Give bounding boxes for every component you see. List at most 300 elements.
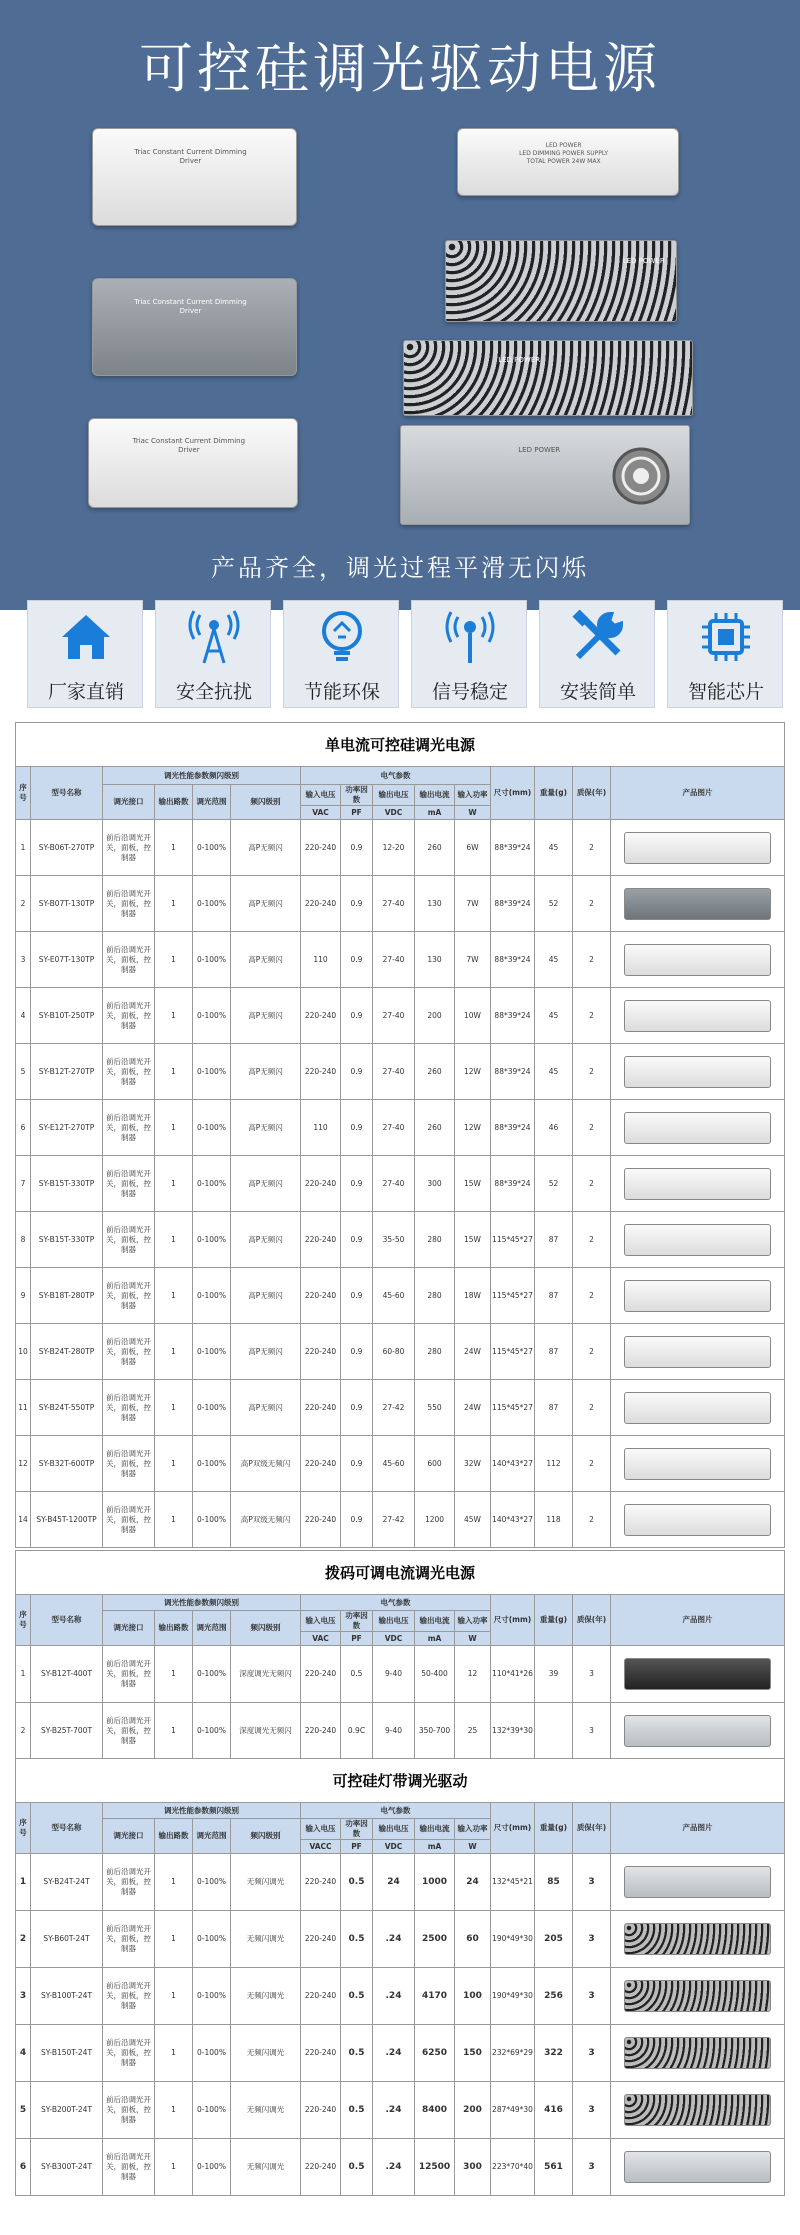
cell-flicker: 无频闪调光: [231, 1968, 301, 2025]
cell-seq: 2: [16, 876, 31, 932]
product-label: LED POWER: [622, 257, 665, 265]
cell-interface: 前后沿调光开关，面板，控制器: [103, 1212, 155, 1268]
cell-weight: 39: [535, 1646, 573, 1703]
header-interface: 调光接口: [103, 1819, 155, 1854]
feature-label: 厂家直销: [47, 681, 124, 703]
cell-pin: 12W: [455, 1044, 491, 1100]
header-pin: 输入功率: [455, 785, 491, 806]
cell-pin: 18W: [455, 1268, 491, 1324]
cell-pf: 0.5: [341, 1854, 373, 1911]
chip-icon: [698, 609, 754, 665]
cell-model: SY-B24T-24T: [31, 1854, 103, 1911]
cell-vout: 27-40: [373, 1044, 415, 1100]
cell-iout: 550: [415, 1380, 455, 1436]
product-photo: [624, 888, 771, 920]
cell-pin: 150: [455, 2025, 491, 2082]
cell-warranty: 2: [573, 1156, 611, 1212]
header-size: 尺寸(mm): [491, 767, 535, 820]
cell-seq: 3: [16, 932, 31, 988]
cell-vout: .24: [373, 2082, 415, 2139]
cell-interface: 前后沿调光开关，面板，控制器: [103, 1646, 155, 1703]
product-photo: [624, 1715, 771, 1747]
header-model: 型号名称: [31, 1803, 103, 1854]
cell-vout: 9-40: [373, 1703, 415, 1760]
cell-pin: 24W: [455, 1380, 491, 1436]
table-row: [16, 1212, 785, 1268]
cell-channels: 1: [155, 1854, 193, 1911]
cell-channels: 1: [155, 988, 193, 1044]
cell-seq: 2: [16, 1703, 31, 1760]
cell-vin: 220-240: [301, 876, 341, 932]
cell-warranty: 2: [573, 1100, 611, 1156]
cell-vin: 220-240: [301, 2082, 341, 2139]
cell-size: 88*39*24: [491, 820, 535, 876]
cell-size: 115*45*27: [491, 1268, 535, 1324]
cell-pf: 0.9: [341, 876, 373, 932]
header-warranty: 质保(年): [573, 1803, 611, 1854]
cell-channels: 1: [155, 1268, 193, 1324]
product-image-led-power-mesh-2: [403, 340, 693, 416]
cell-channels: 1: [155, 1156, 193, 1212]
cell-pin: 12: [455, 1646, 491, 1703]
header-photo: 产品图片: [611, 1595, 785, 1646]
cell-pf: 0.9: [341, 1492, 373, 1548]
cell-size: 110*41*26: [491, 1646, 535, 1703]
cell-range: 0-100%: [193, 2139, 231, 2196]
product-photo: [624, 1923, 771, 1955]
cell-pin: 12W: [455, 1100, 491, 1156]
header-group-electrical: 电气参数: [301, 767, 491, 785]
cell-flicker: 高P无频闪: [231, 1156, 301, 1212]
cell-vout: .24: [373, 1968, 415, 2025]
product-photo: [624, 1336, 771, 1368]
cell-size: 88*39*24: [491, 1156, 535, 1212]
cell-warranty: 2: [573, 1492, 611, 1548]
cell-pin: 45W: [455, 1492, 491, 1548]
product-photo: [624, 1112, 771, 1144]
cell-channels: 1: [155, 1646, 193, 1703]
table-row: [16, 1044, 785, 1100]
cell-interface: 前后沿调光开关，面板，控制器: [103, 1492, 155, 1548]
cell-model: SY-B06T-270TP: [31, 820, 103, 876]
cell-iout: 2500: [415, 1911, 455, 1968]
cell-iout: 50-400: [415, 1646, 455, 1703]
house-icon: [58, 609, 114, 665]
cell-model: SY-B15T-330TP: [31, 1212, 103, 1268]
product-image-driver-white-1: [92, 128, 297, 226]
cell-vin: 220-240: [301, 1968, 341, 2025]
table-row: [16, 2082, 785, 2139]
cell-pin: 24: [455, 1854, 491, 1911]
cell-flicker: 高P无频闪: [231, 1324, 301, 1380]
cell-range: 0-100%: [193, 932, 231, 988]
feature-label: 安装简单: [559, 681, 636, 703]
cell-channels: 1: [155, 1212, 193, 1268]
cell-warranty: 2: [573, 1212, 611, 1268]
product-photo: [624, 1168, 771, 1200]
cell-warranty: 3: [573, 1854, 611, 1911]
table-row: [16, 1703, 785, 1760]
cell-pf: 0.5: [341, 1911, 373, 1968]
unit-vac: VAC: [301, 1632, 341, 1646]
cell-model: SY-E07T-130TP: [31, 932, 103, 988]
cell-seq: 11: [16, 1380, 31, 1436]
cell-photo: [611, 1100, 785, 1156]
unit-vdc: VDC: [373, 806, 415, 820]
cell-model: SY-B100T-24T: [31, 1968, 103, 2025]
header-flicker: 频闪级别: [231, 1819, 301, 1854]
cell-warranty: 3: [573, 1703, 611, 1760]
cell-pf: 0.9: [341, 1156, 373, 1212]
header-group-dimming: 调光性能参数频闪级别: [103, 1803, 301, 1819]
cell-model: SY-B12T-270TP: [31, 1044, 103, 1100]
cell-interface: 前后沿调光开关，面板，控制器: [103, 1380, 155, 1436]
product-photo: [624, 1980, 771, 2012]
cell-pf: 0.9C: [341, 1703, 373, 1760]
cell-pf: 0.9: [341, 1044, 373, 1100]
cell-vout: 60-80: [373, 1324, 415, 1380]
header-size: 尺寸(mm): [491, 1595, 535, 1646]
product-label: LED POWER LED DIMMING POWER SUPPLY TOTAL POWER 24W MAX: [519, 142, 609, 166]
cell-range: 0-100%: [193, 1703, 231, 1760]
product-photo: [624, 1224, 771, 1256]
cell-flicker: 高P无频闪: [231, 820, 301, 876]
cell-size: 88*39*24: [491, 1044, 535, 1100]
cell-seq: 1: [16, 820, 31, 876]
feature-tile: [27, 600, 143, 708]
cell-iout: 4170: [415, 1968, 455, 2025]
cell-photo: [611, 1911, 785, 1968]
cell-model: SY-B32T-600TP: [31, 1436, 103, 1492]
unit-vac: VAC: [301, 806, 341, 820]
cell-photo: [611, 1156, 785, 1212]
cell-vout: 45-60: [373, 1268, 415, 1324]
cell-model: SY-B25T-700T: [31, 1703, 103, 1760]
cell-iout: 12500: [415, 2139, 455, 2196]
cell-channels: 1: [155, 1324, 193, 1380]
cell-interface: 前后沿调光开关，面板，控制器: [103, 932, 155, 988]
unit-vdc: VDC: [373, 1840, 415, 1854]
cell-size: 88*39*24: [491, 988, 535, 1044]
cell-pf: 0.9: [341, 820, 373, 876]
cell-model: SY-B200T-24T: [31, 2082, 103, 2139]
section-title: 可控硅灯带调光驱动: [16, 1759, 785, 1803]
cell-vout: 27-40: [373, 876, 415, 932]
header-range: 调光范围: [193, 1611, 231, 1646]
product-photo: [624, 1056, 771, 1088]
cell-channels: 1: [155, 2025, 193, 2082]
unit-ma: mA: [415, 1632, 455, 1646]
spec-table-single-current: [15, 722, 785, 1548]
cell-vout: 12-20: [373, 820, 415, 876]
cell-range: 0-100%: [193, 1968, 231, 2025]
cell-channels: 1: [155, 1380, 193, 1436]
header-weight: 重量(g): [535, 767, 573, 820]
cell-interface: 前后沿调光开关，面板，控制器: [103, 1703, 155, 1760]
unit-pf: PF: [341, 1632, 373, 1646]
table-row: [16, 988, 785, 1044]
cell-model: SY-B300T-24T: [31, 2139, 103, 2196]
table-body: [16, 1646, 785, 1760]
cell-model: SY-B07T-130TP: [31, 876, 103, 932]
cell-pf: 0.9: [341, 988, 373, 1044]
cell-vout: .24: [373, 2139, 415, 2196]
cell-range: 0-100%: [193, 1156, 231, 1212]
cell-vin: 110: [301, 1100, 341, 1156]
cell-interface: 前后沿调光开关，面板，控制器: [103, 1911, 155, 1968]
cell-pin: 32W: [455, 1436, 491, 1492]
header-seq: 序号: [16, 767, 31, 820]
product-photo: [624, 1504, 771, 1536]
header-pf: 功率因数: [341, 1611, 373, 1632]
cell-size: 190*49*30: [491, 1968, 535, 2025]
cell-weight: 87: [535, 1268, 573, 1324]
cell-weight: 45: [535, 1044, 573, 1100]
cell-photo: [611, 1212, 785, 1268]
product-label: Triac Constant Current Dimming Driver: [132, 436, 246, 454]
cell-vin: 220-240: [301, 1911, 341, 1968]
cell-photo: [611, 2139, 785, 2196]
cell-pf: 0.9: [341, 1212, 373, 1268]
product-label: Triac Constant Current Dimming Driver: [134, 148, 247, 166]
cell-range: 0-100%: [193, 2025, 231, 2082]
cell-size: 287*49*30: [491, 2082, 535, 2139]
header-vout: 输出电压: [373, 785, 415, 806]
cell-flicker: 深度调光无频闪: [231, 1703, 301, 1760]
cell-photo: [611, 1492, 785, 1548]
cell-warranty: 2: [573, 1268, 611, 1324]
cell-flicker: 无频闪调光: [231, 2025, 301, 2082]
cell-channels: 1: [155, 1703, 193, 1760]
cell-channels: 1: [155, 876, 193, 932]
cell-interface: 前后沿调光开关，面板，控制器: [103, 2139, 155, 2196]
cell-iout: 8400: [415, 2082, 455, 2139]
cell-range: 0-100%: [193, 820, 231, 876]
cell-warranty: 3: [573, 2082, 611, 2139]
header-iout: 输出电流: [415, 785, 455, 806]
cell-interface: 前后沿调光开关，面板，控制器: [103, 1436, 155, 1492]
cell-iout: 600: [415, 1436, 455, 1492]
header-interface: 调光接口: [103, 785, 155, 820]
cell-vin: 110: [301, 932, 341, 988]
cell-warranty: 3: [573, 2025, 611, 2082]
product-photo: [624, 1448, 771, 1480]
cell-size: 115*45*27: [491, 1380, 535, 1436]
cell-pf: 0.9: [341, 1100, 373, 1156]
header-vout: 输出电压: [373, 1611, 415, 1632]
cell-vout: 27-40: [373, 932, 415, 988]
cell-vin: 220-240: [301, 2025, 341, 2082]
cell-flicker: 高P无频闪: [231, 876, 301, 932]
cell-interface: 前后沿调光开关，面板，控制器: [103, 1044, 155, 1100]
cell-model: SY-B24T-550TP: [31, 1380, 103, 1436]
cell-seq: 3: [16, 1968, 31, 2025]
cell-vout: .24: [373, 2025, 415, 2082]
tools-icon: [570, 609, 626, 665]
table-row: [16, 1156, 785, 1212]
cell-seq: 5: [16, 2082, 31, 2139]
cell-interface: 前后沿调光开关，面板，控制器: [103, 876, 155, 932]
product-photo: [624, 1866, 771, 1898]
cell-vin: 220-240: [301, 1268, 341, 1324]
cell-pin: 60: [455, 1911, 491, 1968]
feature-tile: [539, 600, 655, 708]
cell-seq: 4: [16, 988, 31, 1044]
header-warranty: 质保(年): [573, 1595, 611, 1646]
cell-vout: .24: [373, 1911, 415, 1968]
unit-ma: mA: [415, 806, 455, 820]
feature-tile: [155, 600, 271, 708]
cell-iout: 300: [415, 1156, 455, 1212]
cell-pin: 15W: [455, 1212, 491, 1268]
cell-warranty: 2: [573, 1380, 611, 1436]
cell-seq: 8: [16, 1212, 31, 1268]
cell-pf: 0.9: [341, 1324, 373, 1380]
cell-vin: 220-240: [301, 1492, 341, 1548]
cell-size: 115*45*27: [491, 1212, 535, 1268]
product-photo: [624, 1000, 771, 1032]
product-image-led-power-fan: [400, 425, 690, 525]
cell-size: 132*39*30: [491, 1703, 535, 1760]
cell-weight: 52: [535, 1156, 573, 1212]
cell-vout: 27-40: [373, 988, 415, 1044]
cell-pf: 0.9: [341, 1436, 373, 1492]
cell-pf: 0.5: [341, 2025, 373, 2082]
feature-label: 智能芯片: [687, 681, 764, 703]
cell-interface: 前后沿调光开关，面板，控制器: [103, 1854, 155, 1911]
cell-pin: 25: [455, 1703, 491, 1760]
cell-model: SY-B60T-24T: [31, 1911, 103, 1968]
cell-interface: 前后沿调光开关，面板，控制器: [103, 1324, 155, 1380]
cell-model: SY-B45T-1200TP: [31, 1492, 103, 1548]
cell-channels: 1: [155, 1968, 193, 2025]
cell-flicker: 无频闪调光: [231, 2139, 301, 2196]
cell-range: 0-100%: [193, 1492, 231, 1548]
cell-photo: [611, 1703, 785, 1760]
cell-flicker: 无频闪调光: [231, 2082, 301, 2139]
cell-warranty: 2: [573, 988, 611, 1044]
cell-vout: 27-42: [373, 1380, 415, 1436]
cell-warranty: 2: [573, 1324, 611, 1380]
cell-weight: 45: [535, 820, 573, 876]
product-photo: [624, 832, 771, 864]
cell-vin: 220-240: [301, 1324, 341, 1380]
cell-pin: 200: [455, 2082, 491, 2139]
feature-tile: [411, 600, 527, 708]
cell-model: SY-B12T-400T: [31, 1646, 103, 1703]
header-group-dimming: 调光性能参数频闪级别: [103, 1595, 301, 1611]
cell-iout: 200: [415, 988, 455, 1044]
cell-vin: 220-240: [301, 1156, 341, 1212]
table-row: [16, 820, 785, 876]
signal-tower-icon: [186, 609, 242, 665]
cell-photo: [611, 1968, 785, 2025]
header-model: 型号名称: [31, 767, 103, 820]
cell-vin: 220-240: [301, 1854, 341, 1911]
cell-photo: [611, 820, 785, 876]
cell-pin: 10W: [455, 988, 491, 1044]
unit-pf: PF: [341, 1840, 373, 1854]
cell-channels: 1: [155, 2082, 193, 2139]
cell-range: 0-100%: [193, 1436, 231, 1492]
header-vin: 输入电压: [301, 785, 341, 806]
cell-interface: 前后沿调光开关，面板，控制器: [103, 988, 155, 1044]
feature-tile: [667, 600, 783, 708]
cell-seq: 4: [16, 2025, 31, 2082]
cell-size: 223*70*40: [491, 2139, 535, 2196]
cell-photo: [611, 1324, 785, 1380]
header-photo: 产品图片: [611, 767, 785, 820]
antenna-icon: [442, 609, 498, 665]
product-photo: [624, 1392, 771, 1424]
cell-pin: 15W: [455, 1156, 491, 1212]
cell-vin: 220-240: [301, 988, 341, 1044]
header-group-electrical: 电气参数: [301, 1595, 491, 1611]
cell-interface: 前后沿调光开关，面板，控制器: [103, 820, 155, 876]
cell-weight: 561: [535, 2139, 573, 2196]
cell-iout: 280: [415, 1212, 455, 1268]
product-image-driver-gray: [92, 278, 297, 376]
unit-ma: mA: [415, 1840, 455, 1854]
table-row: [16, 1324, 785, 1380]
cell-weight: 45: [535, 988, 573, 1044]
cell-weight: [535, 1703, 573, 1760]
product-photo: [624, 2094, 771, 2126]
cell-pf: 0.5: [341, 1968, 373, 2025]
unit-vdc: VDC: [373, 1632, 415, 1646]
cell-iout: 130: [415, 932, 455, 988]
cell-iout: 260: [415, 820, 455, 876]
cell-size: 132*45*21: [491, 1854, 535, 1911]
table-row: [16, 1854, 785, 1911]
cell-channels: 1: [155, 1436, 193, 1492]
cell-vout: 27-40: [373, 1156, 415, 1212]
cell-iout: 280: [415, 1268, 455, 1324]
table-body: [16, 820, 785, 1548]
cell-flicker: 高P无频闪: [231, 1380, 301, 1436]
cell-vout: 27-42: [373, 1492, 415, 1548]
cell-photo: [611, 1044, 785, 1100]
cell-pf: 0.9: [341, 1268, 373, 1324]
table-row: [16, 1268, 785, 1324]
cell-channels: 1: [155, 820, 193, 876]
spec-table-led-strip: [15, 1758, 785, 2196]
cell-iout: 1000: [415, 1854, 455, 1911]
cell-warranty: 3: [573, 2139, 611, 2196]
header-pin: 输入功率: [455, 1819, 491, 1840]
cell-warranty: 3: [573, 1968, 611, 2025]
product-photo: [624, 1280, 771, 1312]
cell-weight: 256: [535, 1968, 573, 2025]
cell-channels: 1: [155, 1044, 193, 1100]
cell-warranty: 2: [573, 1044, 611, 1100]
header-channels: 输出路数: [155, 1611, 193, 1646]
product-image-led-power-white: [457, 128, 679, 196]
cell-pin: 100: [455, 1968, 491, 2025]
cell-weight: 112: [535, 1436, 573, 1492]
cell-iout: 350-700: [415, 1703, 455, 1760]
product-image-driver-white-2: [88, 418, 298, 508]
cell-flicker: 高P无频闪: [231, 1100, 301, 1156]
cell-seq: 5: [16, 1044, 31, 1100]
header-group-electrical: 电气参数: [301, 1803, 491, 1819]
cell-seq: 14: [16, 1492, 31, 1548]
cell-weight: 52: [535, 876, 573, 932]
header-group-dimming: 调光性能参数频闪级别: [103, 767, 301, 785]
cell-weight: 46: [535, 1100, 573, 1156]
unit-w: W: [455, 1632, 491, 1646]
cell-pin: 6W: [455, 820, 491, 876]
